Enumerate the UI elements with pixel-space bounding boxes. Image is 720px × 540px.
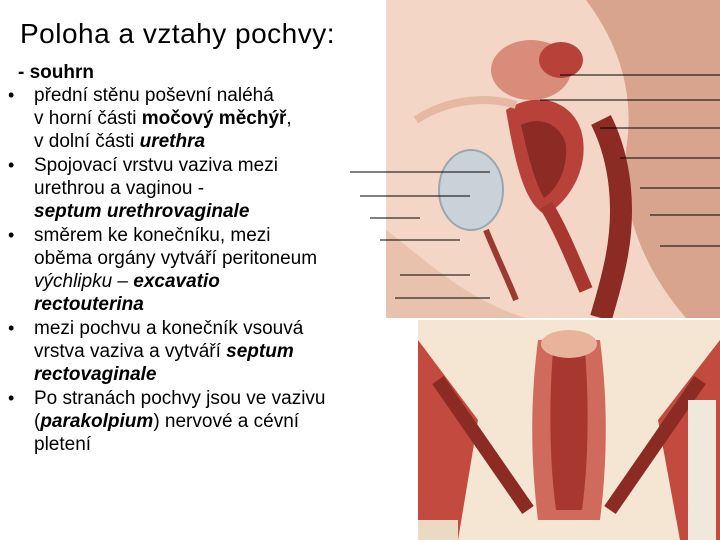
text-run: , — [286, 108, 292, 129]
bullet-item — [6, 387, 426, 456]
text-run: Po stranách pochvy jsou ve vazivu — [34, 388, 326, 409]
text-run: v horní části — [34, 108, 142, 129]
text-run: oběma orgány vytváří peritoneum — [34, 248, 318, 269]
term-bold-italic: septum — [226, 341, 294, 362]
bullet-line — [34, 154, 426, 177]
text-run: ) nervové a cévní — [153, 411, 300, 432]
bullet-item — [6, 84, 426, 153]
term-bold-italic: rectouterina — [34, 294, 144, 315]
slide-title: Poloha a vztahy pochvy: — [20, 18, 336, 49]
bullet-line — [34, 224, 426, 247]
bullet-item — [6, 154, 426, 223]
bullet-line — [34, 130, 426, 153]
bullet-item — [6, 317, 426, 386]
bullet-line — [34, 433, 426, 456]
bullet-line — [34, 107, 426, 130]
text-run: v dolní části — [34, 131, 140, 152]
bullet-dot-icon: • — [8, 225, 15, 245]
slide-subtitle: - souhrn — [18, 62, 94, 83]
bullet-line — [34, 363, 426, 386]
bullet-line — [34, 410, 426, 433]
text-run: pletení — [34, 434, 92, 455]
text-run: přední stěnu poševní naléhá — [34, 85, 274, 106]
text-run: urethrou a vaginou - — [34, 178, 205, 199]
term-bold-italic: septum urethrovaginale — [34, 201, 250, 222]
bullet-line — [34, 247, 426, 270]
bullet-line — [34, 177, 426, 200]
bullet-line — [34, 84, 426, 107]
text-run: Spojovací vrstvu vaziva mezi — [34, 155, 278, 176]
term-bold-italic: rectovaginale — [34, 364, 157, 385]
bullet-dot-icon: • — [8, 388, 15, 408]
bullet-list — [6, 84, 426, 457]
bullet-item — [6, 224, 426, 316]
bullet-dot-icon: • — [8, 155, 15, 175]
bullet-line — [34, 340, 426, 363]
bullet-line — [34, 200, 426, 223]
bullet-dot-icon: • — [8, 85, 15, 105]
bullet-line — [34, 270, 426, 293]
term-bold-italic: parakolpium — [40, 411, 154, 432]
text-run-italic: výchlipku – — [34, 271, 134, 292]
bullet-line — [34, 387, 426, 410]
term-bold: močový měchýř — [141, 108, 287, 129]
term-bold-italic: urethra — [139, 131, 206, 152]
bullet-line — [34, 293, 426, 316]
text-run: směrem ke konečníku, mezi — [34, 225, 271, 246]
bullet-line — [34, 317, 426, 340]
bullet-dot-icon: • — [8, 318, 15, 338]
text-run: mezi pochvu a konečník vsouvá — [34, 318, 304, 339]
term-bold-italic: excavatio — [133, 271, 220, 292]
text-run: ( — [34, 411, 41, 432]
text-run: vrstva vaziva a vytváří — [34, 341, 227, 362]
